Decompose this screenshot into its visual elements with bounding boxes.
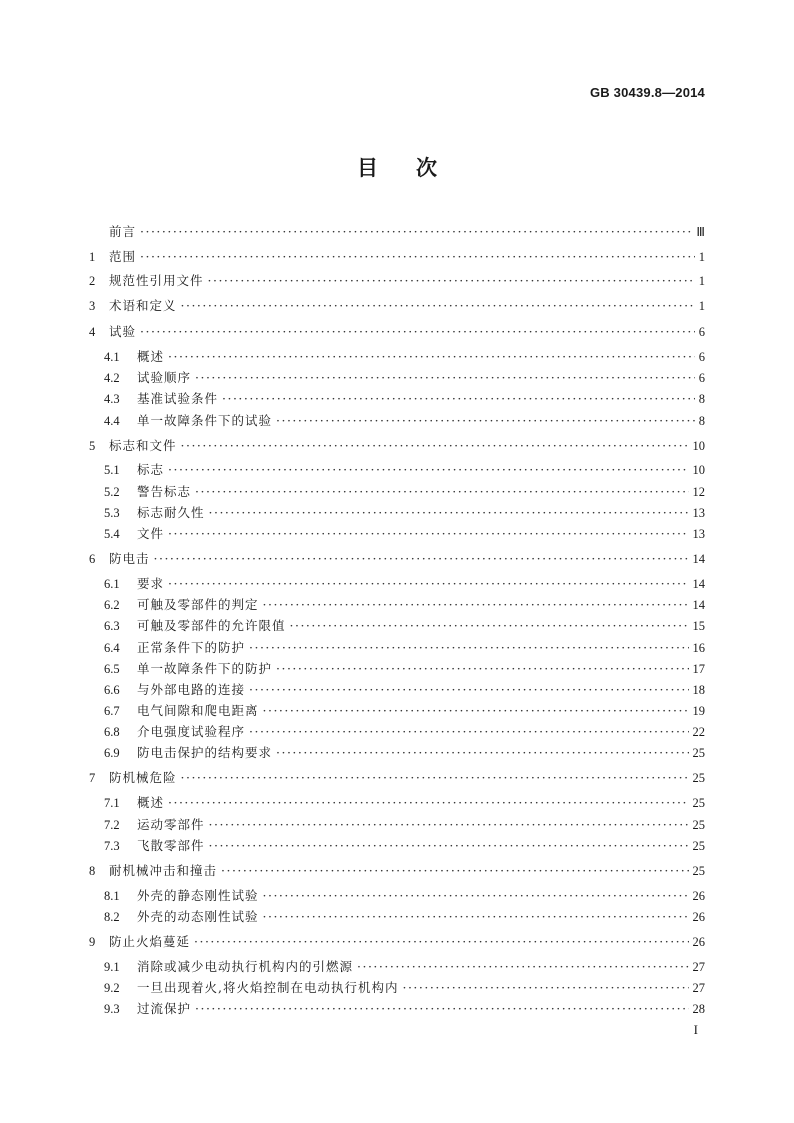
toc-entry-label: 要求	[137, 576, 165, 591]
toc-entry-page: 13	[692, 506, 705, 520]
toc-entry-page: 18	[692, 683, 705, 697]
toc-entry-number: 6.7	[104, 704, 120, 718]
toc-leader-dots	[402, 980, 688, 996]
toc-entry-number: 5.4	[104, 527, 120, 541]
toc-entry[interactable]	[104, 817, 705, 833]
page-folio: I	[693, 1022, 698, 1037]
toc-entry-label: 概述	[137, 349, 165, 364]
toc-leader-dots	[222, 391, 695, 407]
toc-entry-label: 范围	[109, 249, 137, 264]
toc-leader-dots	[140, 324, 695, 340]
toc-entry-page: 16	[692, 641, 705, 655]
toc-entry-number: 5.2	[104, 485, 120, 499]
toc-entry-label: 防机械危险	[109, 770, 177, 785]
toc-entry-label: 可触及零部件的判定	[137, 597, 259, 612]
toc-entry[interactable]	[104, 370, 705, 386]
toc-entry-label: 外壳的动态刚性试验	[137, 909, 259, 924]
toc-entry-label: 术语和定义	[109, 298, 177, 313]
toc-entry[interactable]	[104, 597, 705, 613]
toc-entry[interactable]	[104, 795, 705, 811]
toc-entry-page: 14	[692, 598, 705, 612]
toc-leader-dots	[209, 817, 689, 833]
toc-entry[interactable]	[89, 934, 705, 950]
toc-entry-number: 6.6	[104, 683, 120, 697]
toc-entry[interactable]	[104, 505, 705, 521]
toc-entry[interactable]	[104, 745, 705, 761]
toc-entry-page: 26	[692, 935, 705, 949]
toc-leader-dots	[168, 576, 688, 592]
toc-entry-number: 9	[89, 935, 96, 949]
toc-entry[interactable]	[104, 909, 705, 925]
toc-entry-label: 外壳的静态刚性试验	[137, 888, 259, 903]
toc-entry-page: 25	[692, 771, 705, 785]
toc-entry-number: 8.2	[104, 910, 120, 924]
toc-entry-label: 前言	[109, 224, 137, 239]
toc-entry-page: 28	[692, 1002, 705, 1016]
toc-leader-dots	[276, 661, 688, 677]
toc-entry-label: 试验顺序	[137, 370, 192, 385]
toc-entry[interactable]	[104, 526, 705, 542]
toc-leader-dots	[154, 551, 689, 567]
toc-entry-page: 1	[698, 250, 705, 264]
toc-entry[interactable]	[104, 838, 705, 854]
toc-entry-label: 正常条件下的防护	[137, 640, 246, 655]
toc-entry-page: 19	[692, 704, 705, 718]
toc-entry-label: 飞散零部件	[137, 838, 205, 853]
toc-leader-dots	[290, 618, 689, 634]
toc-entry-page: 26	[692, 910, 705, 924]
toc-entry-page: 1	[698, 274, 705, 288]
toc-entry-page: 10	[692, 463, 705, 477]
toc-entry-page: 25	[692, 864, 705, 878]
toc-entry-label: 电气间隙和爬电距离	[137, 703, 259, 718]
toc-entry-page: 6	[698, 325, 705, 339]
toc-entry[interactable]	[104, 462, 705, 478]
toc-leader-dots	[168, 795, 688, 811]
toc-entry-label: 防电击	[109, 551, 150, 566]
toc-entry-label: 一旦出现着火,将火焰控制在电动执行机构内	[137, 980, 399, 995]
toc-entry[interactable]	[104, 391, 705, 407]
toc-entry-page: 25	[692, 796, 705, 810]
toc-entry[interactable]	[89, 298, 705, 314]
toc-entry-number: 4.2	[104, 371, 120, 385]
toc-entry-number: 8	[89, 864, 96, 878]
toc-entry-label: 概述	[137, 795, 165, 810]
toc-entry-label: 运动零部件	[137, 817, 205, 832]
toc-entry[interactable]	[104, 484, 705, 500]
toc-leader-dots	[263, 597, 689, 613]
toc-entry-number: 3	[89, 299, 96, 313]
toc-entry-page: 22	[692, 725, 705, 739]
toc-entry-label: 试验	[109, 324, 137, 339]
toc-entry-number: 7.1	[104, 796, 120, 810]
toc-leader-dots	[276, 745, 688, 761]
toc-leader-dots	[140, 249, 695, 265]
toc-entry[interactable]	[89, 551, 705, 567]
toc-entry-number: 2	[89, 274, 96, 288]
toc-entry-page: 17	[692, 662, 705, 676]
toc-entry-page: 25	[692, 839, 705, 853]
toc-entry-label: 单一故障条件下的防护	[137, 661, 273, 676]
toc-entry[interactable]	[89, 438, 705, 454]
toc-leader-dots	[209, 505, 689, 521]
toc-leader-dots	[195, 1001, 688, 1017]
toc-entry-number: 9.1	[104, 960, 120, 974]
toc-entry-number: 6.5	[104, 662, 120, 676]
toc-entry-page: 27	[692, 981, 705, 995]
toc-entry-label: 警告标志	[137, 484, 192, 499]
toc-leader-dots	[195, 484, 688, 500]
toc-entry[interactable]	[104, 980, 705, 996]
toc-entry-number: 6.1	[104, 577, 120, 591]
toc-entry-label: 消除或减少电动执行机构内的引燃源	[137, 959, 354, 974]
toc-entry-number: 6.2	[104, 598, 120, 612]
toc-entry-page: 12	[692, 485, 705, 499]
toc-entry[interactable]	[89, 273, 705, 289]
toc-entry[interactable]	[104, 349, 705, 365]
toc-entry-page: 6	[698, 350, 705, 364]
toc-leader-dots	[357, 959, 688, 975]
toc-entry-number: 5.1	[104, 463, 120, 477]
toc-leader-dots	[168, 462, 688, 478]
toc-entry-label: 防电击保护的结构要求	[137, 745, 273, 760]
toc-leader-dots	[249, 724, 688, 740]
toc-entry[interactable]	[104, 413, 705, 429]
toc-entry[interactable]	[89, 224, 705, 240]
toc-entry-page: 6	[698, 371, 705, 385]
toc-leader-dots	[209, 838, 689, 854]
toc-entry-number: 6.9	[104, 746, 120, 760]
toc-leader-dots	[181, 298, 695, 314]
toc-entry[interactable]	[104, 661, 705, 677]
toc-entry-label: 标志	[137, 462, 165, 477]
toc-leader-dots	[249, 640, 688, 656]
toc-entry-number: 4.1	[104, 350, 120, 364]
toc-entry-label: 单一故障条件下的试验	[137, 413, 273, 428]
toc-entry-page: 1	[698, 299, 705, 313]
toc-leader-dots	[276, 413, 695, 429]
toc-leader-dots	[195, 370, 695, 386]
toc-entry-number: 4.3	[104, 392, 120, 406]
toc-entry-number: 6.3	[104, 619, 120, 633]
toc-entry-label: 可触及零部件的允许限值	[137, 618, 286, 633]
toc-entry-number: 1	[89, 250, 96, 264]
toc-entry[interactable]	[104, 888, 705, 904]
toc-entry-page: 13	[692, 527, 705, 541]
toc-entry-label: 标志和文件	[109, 438, 177, 453]
toc-entry-page: 15	[692, 619, 705, 633]
toc-leader-dots	[263, 909, 689, 925]
toc-entry-number: 5	[89, 439, 96, 453]
toc-leader-dots	[140, 224, 692, 240]
toc-entry-label: 耐机械冲击和撞击	[109, 863, 218, 878]
toc-entry-page: 27	[692, 960, 705, 974]
toc-entry-label: 规范性引用文件	[109, 273, 204, 288]
toc-entry-number: 9.3	[104, 1002, 120, 1016]
toc-entry-label: 与外部电路的连接	[137, 682, 246, 697]
toc-leader-dots	[181, 770, 689, 786]
toc-entry-label: 标志耐久性	[137, 505, 205, 520]
toc-entry-number: 8.1	[104, 889, 120, 903]
toc-leader-dots	[181, 438, 689, 454]
standard-code: GB 30439.8—2014	[589, 85, 705, 100]
toc-entry-number: 6.4	[104, 641, 120, 655]
toc-entry-page: 8	[698, 392, 705, 406]
toc-entry-page: 25	[692, 818, 705, 832]
toc-leader-dots	[263, 888, 689, 904]
toc-leader-dots	[249, 682, 688, 698]
toc-entry-number: 7	[89, 771, 96, 785]
toc-entry-number: 4	[89, 325, 96, 339]
toc-entry[interactable]	[89, 249, 705, 265]
toc-entry-page: 26	[692, 889, 705, 903]
toc-entry-page: 10	[692, 439, 705, 453]
toc-entry[interactable]	[104, 959, 705, 975]
toc-entry[interactable]	[104, 618, 705, 634]
toc-leader-dots	[263, 703, 689, 719]
toc-entry-label: 基准试验条件	[137, 391, 219, 406]
toc-entry-page: 25	[692, 746, 705, 760]
toc-leader-dots	[221, 863, 688, 879]
toc-leader-dots	[168, 349, 695, 365]
toc-entry-label: 防止火焰蔓延	[109, 934, 191, 949]
toc-leader-dots	[194, 934, 688, 950]
toc-entry[interactable]	[89, 324, 705, 340]
toc-entry-label: 过流保护	[137, 1001, 192, 1016]
toc-leader-dots	[168, 526, 688, 542]
toc-entry-page: 8	[698, 414, 705, 428]
toc-leader-dots	[208, 273, 695, 289]
toc-entry[interactable]	[104, 724, 705, 740]
toc-entry-label: 介电强度试验程序	[137, 724, 246, 739]
toc-entry[interactable]	[104, 1001, 705, 1017]
page-title: 目次	[357, 155, 475, 180]
toc-entry-page: 14	[692, 577, 705, 591]
toc-entry[interactable]	[104, 703, 705, 719]
toc-entry-page: 14	[692, 552, 705, 566]
toc-entry-number: 6.8	[104, 725, 120, 739]
toc-entry[interactable]	[89, 770, 705, 786]
toc-entry-number: 7.3	[104, 839, 120, 853]
toc-entry[interactable]	[104, 576, 705, 592]
toc-entry-label: 文件	[137, 526, 165, 541]
toc-entry[interactable]	[104, 682, 705, 698]
toc-entry-number: 5.3	[104, 506, 120, 520]
toc-entry-number: 9.2	[104, 981, 120, 995]
toc-entry-number: 4.4	[104, 414, 120, 428]
toc-entry-page: Ⅲ	[696, 225, 705, 239]
toc-entry-number: 6	[89, 552, 96, 566]
toc-entry[interactable]	[104, 640, 705, 656]
toc-entry-number: 7.2	[104, 818, 120, 832]
toc-entry[interactable]	[89, 863, 705, 879]
